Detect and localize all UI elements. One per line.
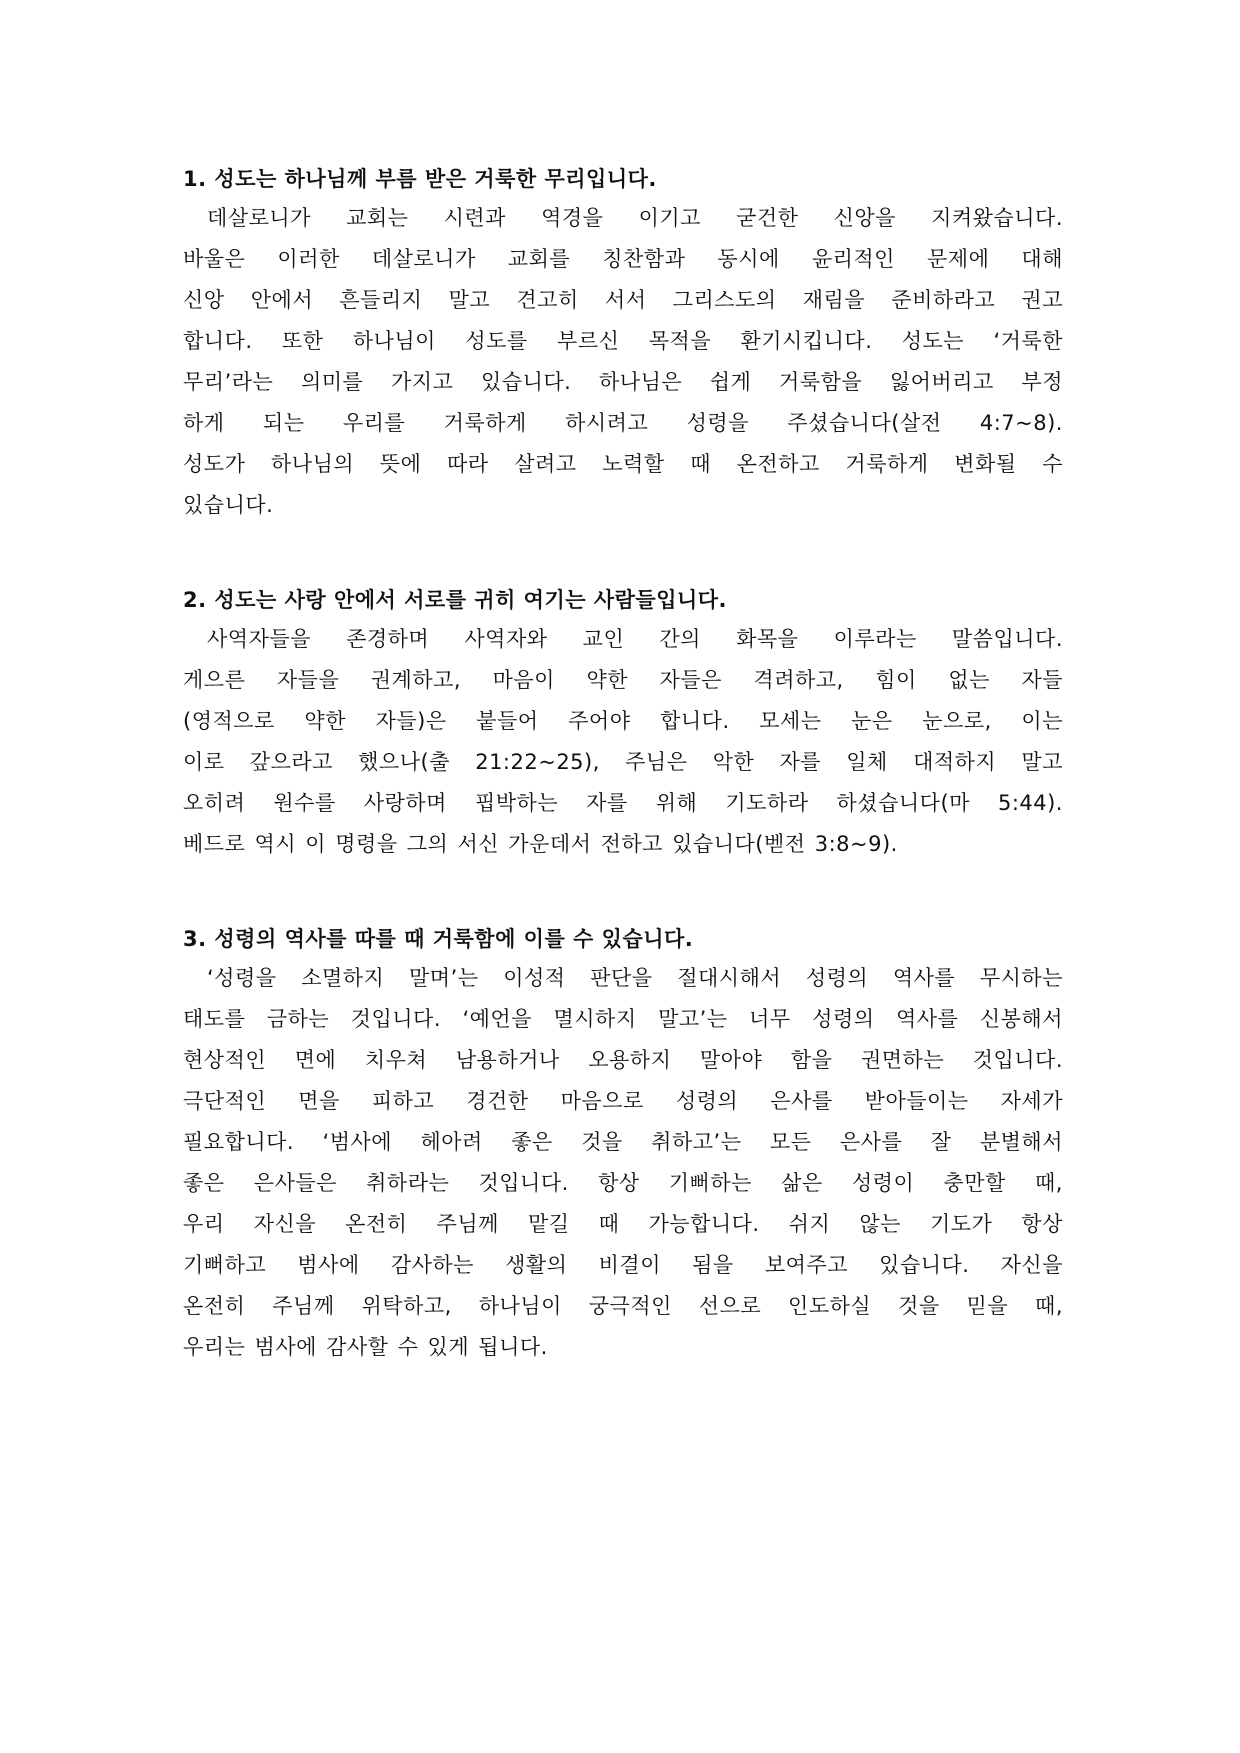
section-heading: 1. 성도는 하나님께 부름 받은 거룩한 무리입니다. <box>183 167 657 191</box>
paragraph-line: 베드로 역시 이 명령을 그의 서신 가운데서 전하고 있습니다(벧전 3:8~9). <box>183 832 898 856</box>
paragraph-line: 바울은 이러한 데살로니가 교회를 칭찬함과 동시에 윤리적인 문제에 대해 <box>183 247 1063 271</box>
paragraph-line: 이로 갚으라고 했으나(출 21:22~25), 주님은 악한 자를 일체 대적하지 말고 <box>183 750 1063 774</box>
document-page <box>183 160 1063 1423</box>
section-heading: 3. 성령의 역사를 따를 때 거룩함에 이를 수 있습니다. <box>183 927 694 951</box>
paragraph-line: 데살로니가 교회는 시련과 역경을 이기고 굳건한 신앙을 지켜왔습니다. <box>207 206 1063 230</box>
paragraph-line: 좋은 은사들은 취하라는 것입니다. 항상 기뻐하는 삶은 성령이 충만할 때, <box>183 1171 1063 1195</box>
section-heading: 2. 성도는 사랑 안에서 서로를 귀히 여기는 사람들입니다. <box>183 588 728 612</box>
paragraph-line: (영적으로 약한 자들)은 붙들어 주어야 합니다. 모세는 눈은 눈으로, 이는 <box>183 709 1063 733</box>
paragraph-line: ‘성령을 소멸하지 말며’는 이성적 판단을 절대시해서 성령의 역사를 무시하는 <box>207 966 1063 990</box>
paragraph-line: 우리는 범사에 감사할 수 있게 됩니다. <box>183 1335 548 1359</box>
paragraph-line: 합니다. 또한 하나님이 성도를 부르신 목적을 환기시킵니다. 성도는 ‘거룩한 <box>183 329 1063 353</box>
paragraph-line: 태도를 금하는 것입니다. ‘예언을 멸시하지 말고’는 너무 성령의 역사를 신봉해서 <box>183 1007 1063 1031</box>
paragraph-line: 극단적인 면을 피하고 경건한 마음으로 성령의 은사를 받아들이는 자세가 <box>183 1089 1063 1113</box>
paragraph-line: 하게 되는 우리를 거룩하게 하시려고 성령을 주셨습니다(살전 4:7~8). <box>183 411 1063 435</box>
section-2 <box>183 581 1063 865</box>
section-3 <box>183 920 1063 1368</box>
paragraph-line: 기뻐하고 범사에 감사하는 생활의 비결이 됨을 보여주고 있습니다. 자신을 <box>183 1253 1063 1277</box>
paragraph-line: 필요합니다. ‘범사에 헤아려 좋은 것을 취하고’는 모든 은사를 잘 분별해서 <box>183 1130 1063 1154</box>
paragraph-line: 있습니다. <box>183 493 274 517</box>
paragraph-line: 우리 자신을 온전히 주님께 맡길 때 가능합니다. 쉬지 않는 기도가 항상 <box>183 1212 1063 1236</box>
paragraph-line: 게으른 자들을 권계하고, 마음이 약한 자들은 격려하고, 힘이 없는 자들 <box>183 668 1063 692</box>
section-1 <box>183 160 1063 526</box>
paragraph-line: 오히려 원수를 사랑하며 핍박하는 자를 위해 기도하라 하셨습니다(마 5:44). <box>183 791 1063 815</box>
paragraph-line: 온전히 주님께 위탁하고, 하나님이 궁극적인 선으로 인도하실 것을 믿을 때, <box>183 1294 1063 1318</box>
paragraph-line: 사역자들을 존경하며 사역자와 교인 간의 화목을 이루라는 말씀입니다. <box>207 627 1063 651</box>
paragraph-line: 무리’라는 의미를 가지고 있습니다. 하나님은 쉽게 거룩함을 잃어버리고 부정 <box>183 370 1063 394</box>
paragraph-line: 성도가 하나님의 뜻에 따라 살려고 노력할 때 온전하고 거룩하게 변화될 수 <box>183 452 1063 476</box>
paragraph-line: 현상적인 면에 치우쳐 남용하거나 오용하지 말아야 함을 권면하는 것입니다. <box>183 1048 1063 1072</box>
paragraph-line: 신앙 안에서 흔들리지 말고 견고히 서서 그리스도의 재림을 준비하라고 권고 <box>183 288 1063 312</box>
